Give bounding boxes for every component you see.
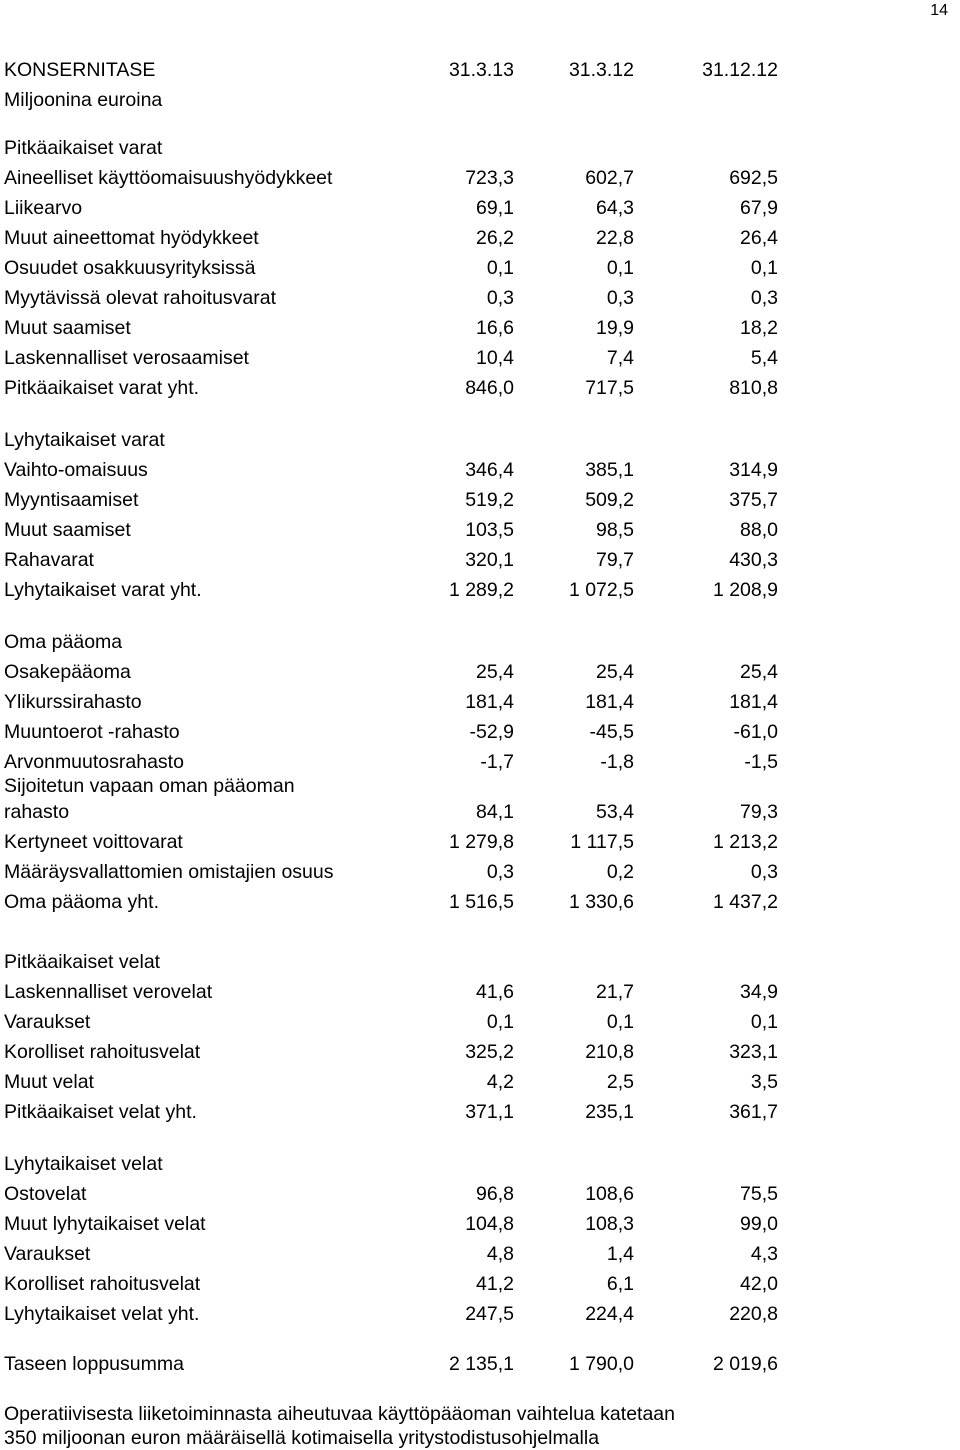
row-label: Osuudet osakkuusyrityksissä xyxy=(4,257,256,279)
row-label: Muut lyhytaikaiset velat xyxy=(4,1213,206,1235)
footnote-line-2: 350 miljoonan euron määräisellä kotimaisella yritystodistusohjelmalla xyxy=(4,1427,600,1449)
row-value-col-2: 0,1 xyxy=(606,257,634,279)
row-value-col-2: 224,4 xyxy=(585,1303,634,1325)
row-label: Osakepääoma xyxy=(4,661,131,683)
row-value-col-1: 519,2 xyxy=(465,489,514,511)
row-value-col-3: 4,3 xyxy=(750,1243,778,1265)
row-value-col-2: 0,1 xyxy=(606,1011,634,1033)
table-row xyxy=(4,286,784,310)
row-value-col-1: 4,8 xyxy=(486,1243,514,1265)
row-label: Pitkäaikaiset varat xyxy=(4,137,163,159)
row-value-col-1: 26,2 xyxy=(476,227,514,249)
row-value-col-3: 810,8 xyxy=(729,377,778,399)
table-row xyxy=(4,1100,784,1124)
table-row xyxy=(4,1070,784,1094)
row-value-col-2: 181,4 xyxy=(585,691,634,713)
row-label: Arvonmuutosrahasto xyxy=(4,751,184,773)
row-value-col-3: 25,4 xyxy=(740,661,778,683)
row-value-col-2: 385,1 xyxy=(585,459,634,481)
row-label: Pitkäaikaiset velat xyxy=(4,951,161,973)
row-value-col-3: 2 019,6 xyxy=(712,1353,778,1375)
row-value-col-1: 181,4 xyxy=(465,691,514,713)
row-value-col-2: 717,5 xyxy=(585,377,634,399)
row-label: Korolliset rahoitusvelat xyxy=(4,1041,201,1063)
row-label: Taseen loppusumma xyxy=(4,1353,184,1375)
footnote-line-1: Operatiivisesta liiketoiminnasta aiheutuvaa käyttöpääoman vaihtelua katetaan xyxy=(4,1403,675,1425)
table-row xyxy=(4,1352,784,1376)
row-value-col-1: 0,3 xyxy=(486,287,514,309)
row-value-col-3: 0,3 xyxy=(750,861,778,883)
row-value-col-1: 325,2 xyxy=(465,1041,514,1063)
row-value-col-3: 0,3 xyxy=(750,287,778,309)
row-label: Korolliset rahoitusvelat xyxy=(4,1273,201,1295)
row-value-col-1: 16,6 xyxy=(476,317,514,339)
row-value-col-2: 2,5 xyxy=(606,1071,634,1093)
row-value-col-3: 3,5 xyxy=(750,1071,778,1093)
row-label: Rahavarat xyxy=(4,549,94,571)
row-value-col-1: 96,8 xyxy=(476,1183,514,1205)
table-row xyxy=(4,630,784,654)
footnote xyxy=(4,1402,675,1450)
row-value-col-3: 314,9 xyxy=(729,459,778,481)
row-value-col-2: 509,2 xyxy=(585,489,634,511)
row-value-col-1: -52,9 xyxy=(469,721,514,743)
row-value-col-3: 26,4 xyxy=(740,227,778,249)
row-value-col-1: 723,3 xyxy=(465,167,514,189)
row-value-col-1: 104,8 xyxy=(465,1213,514,1235)
row-label: Lyhytaikaiset varat yht. xyxy=(4,579,202,601)
row-value-col-2: -45,5 xyxy=(589,721,634,743)
row-value-col-1: 103,5 xyxy=(465,519,514,541)
table-row xyxy=(4,720,784,744)
row-label: Laskennalliset verovelat xyxy=(4,981,213,1003)
row-label: Ylikurssirahasto xyxy=(4,691,142,713)
row-value-col-3: 1 437,2 xyxy=(712,891,778,913)
row-label: Muut aineettomat hyödykkeet xyxy=(4,227,259,249)
table-row xyxy=(4,196,784,220)
row-label: Muuntoerot -rahasto xyxy=(4,721,180,743)
row-value-col-3: 1 213,2 xyxy=(712,831,778,853)
table-row xyxy=(4,860,784,884)
row-value-col-2: 108,6 xyxy=(585,1183,634,1205)
row-value-col-1: 320,1 xyxy=(465,549,514,571)
row-value-col-1: 41,2 xyxy=(476,1273,514,1295)
table-row xyxy=(4,376,784,400)
row-value-col-2: 53,4 xyxy=(596,801,634,823)
page-number: 14 xyxy=(930,2,948,19)
row-value-col-1: 1 289,2 xyxy=(448,579,514,601)
row-value-col-2: 79,7 xyxy=(596,549,634,571)
table-row xyxy=(4,488,784,512)
table-row xyxy=(4,690,784,714)
row-value-col-2: 235,1 xyxy=(585,1101,634,1123)
table-row xyxy=(4,1182,784,1206)
row-value-col-1: 10,4 xyxy=(476,347,514,369)
row-value-col-1: 371,1 xyxy=(465,1101,514,1123)
table-row xyxy=(4,1152,784,1176)
row-value-col-3: 67,9 xyxy=(740,197,778,219)
table-row xyxy=(4,774,784,798)
row-label: Oma pääoma xyxy=(4,631,123,653)
table-row xyxy=(4,750,784,774)
table-row xyxy=(4,548,784,572)
row-value-col-3: -61,0 xyxy=(733,721,778,743)
table-row xyxy=(4,428,784,452)
table-row xyxy=(4,1010,784,1034)
row-value-col-2: 1 117,5 xyxy=(570,831,634,853)
row-label: Ostovelat xyxy=(4,1183,87,1205)
row-label: Laskennalliset verosaamiset xyxy=(4,347,249,369)
row-value-col-1: 41,6 xyxy=(476,981,514,1003)
row-value-col-3: 220,8 xyxy=(729,1303,778,1325)
row-value-col-3: 692,5 xyxy=(729,167,778,189)
row-value-col-2: 210,8 xyxy=(585,1041,634,1063)
table-row xyxy=(4,226,784,250)
row-value-col-2: 7,4 xyxy=(606,347,634,369)
table-row xyxy=(4,660,784,684)
row-value-col-1: 846,0 xyxy=(465,377,514,399)
table-row xyxy=(4,166,784,190)
row-value-col-3: 1 208,9 xyxy=(712,579,778,601)
row-value-col-1: 0,3 xyxy=(486,861,514,883)
row-label: Määräysvallattomien omistajien osuus xyxy=(4,861,334,883)
table-row xyxy=(4,578,784,602)
row-value-col-1: 1 279,8 xyxy=(448,831,514,853)
row-label: Lyhytaikaiset velat xyxy=(4,1153,163,1175)
table-row xyxy=(4,980,784,1004)
row-label: rahasto xyxy=(4,801,70,823)
row-value-col-2: 1,4 xyxy=(606,1243,634,1265)
row-value-col-2: 22,8 xyxy=(596,227,634,249)
row-label: Lyhytaikaiset varat xyxy=(4,429,165,451)
table-row xyxy=(4,458,784,482)
column-header-3: 31.12.12 xyxy=(702,59,778,81)
row-value-col-3: 18,2 xyxy=(740,317,778,339)
row-label: Pitkäaikaiset varat yht. xyxy=(4,377,200,399)
row-value-col-2: 1 072,5 xyxy=(568,579,634,601)
row-value-col-2: 1 330,6 xyxy=(568,891,634,913)
row-value-col-1: 2 135,1 xyxy=(448,1353,514,1375)
row-label: Muut saamiset xyxy=(4,519,131,541)
row-value-col-2: -1,8 xyxy=(600,751,634,773)
row-label: Pitkäaikaiset velat yht. xyxy=(4,1101,197,1123)
table-row xyxy=(4,890,784,914)
row-value-col-1: 1 516,5 xyxy=(448,891,514,913)
row-value-col-3: -1,5 xyxy=(744,751,778,773)
row-label: Sijoitetun vapaan oman pääoman xyxy=(4,775,295,797)
row-value-col-1: 346,4 xyxy=(465,459,514,481)
row-label: Kertyneet voittovarat xyxy=(4,831,183,853)
table-row xyxy=(4,136,784,160)
row-value-col-3: 181,4 xyxy=(729,691,778,713)
row-value-col-1: 84,1 xyxy=(476,801,514,823)
table-row xyxy=(4,1272,784,1296)
table-subtitle: Miljoonina euroina xyxy=(4,89,163,111)
row-value-col-2: 602,7 xyxy=(585,167,634,189)
row-value-col-2: 0,2 xyxy=(606,861,634,883)
row-value-col-3: 0,1 xyxy=(750,1011,778,1033)
row-value-col-2: 98,5 xyxy=(596,519,634,541)
row-value-col-3: 42,0 xyxy=(740,1273,778,1295)
row-value-col-1: 4,2 xyxy=(486,1071,514,1093)
row-value-col-1: 247,5 xyxy=(465,1303,514,1325)
table-row xyxy=(4,256,784,280)
table-row xyxy=(4,1040,784,1064)
row-label: Liikearvo xyxy=(4,197,83,219)
row-value-col-3: 361,7 xyxy=(729,1101,778,1123)
row-value-col-3: 88,0 xyxy=(740,519,778,541)
table-row xyxy=(4,1242,784,1266)
row-value-col-2: 0,3 xyxy=(606,287,634,309)
table-row xyxy=(4,1302,784,1326)
row-value-col-1: -1,7 xyxy=(480,751,514,773)
row-label: Oma pääoma yht. xyxy=(4,891,159,913)
table-row xyxy=(4,950,784,974)
row-value-col-3: 79,3 xyxy=(740,801,778,823)
row-value-col-3: 99,0 xyxy=(740,1213,778,1235)
row-label: Varaukset xyxy=(4,1243,91,1265)
table-row xyxy=(4,1212,784,1236)
row-value-col-2: 6,1 xyxy=(606,1273,634,1295)
column-header-1: 31.3.13 xyxy=(448,59,514,81)
table-row xyxy=(4,830,784,854)
row-value-col-3: 75,5 xyxy=(740,1183,778,1205)
row-value-col-1: 25,4 xyxy=(476,661,514,683)
table-row xyxy=(4,346,784,370)
row-value-col-1: 0,1 xyxy=(486,1011,514,1033)
row-value-col-2: 21,7 xyxy=(596,981,634,1003)
row-value-col-1: 0,1 xyxy=(486,257,514,279)
table-row xyxy=(4,800,784,824)
table-title: KONSERNITASE xyxy=(4,59,156,81)
row-value-col-2: 108,3 xyxy=(585,1213,634,1235)
row-label: Myyntisaamiset xyxy=(4,489,139,511)
row-label: Varaukset xyxy=(4,1011,91,1033)
row-label: Vaihto-omaisuus xyxy=(4,459,148,481)
table-row xyxy=(4,518,784,542)
row-value-col-3: 375,7 xyxy=(729,489,778,511)
row-value-col-3: 430,3 xyxy=(729,549,778,571)
row-value-col-2: 19,9 xyxy=(596,317,634,339)
row-value-col-3: 5,4 xyxy=(750,347,778,369)
row-label: Myytävissä olevat rahoitusvarat xyxy=(4,287,277,309)
column-header-2: 31.3.12 xyxy=(568,59,634,81)
row-value-col-2: 25,4 xyxy=(596,661,634,683)
subtitle-row xyxy=(4,88,784,112)
row-value-col-1: 69,1 xyxy=(476,197,514,219)
header-row xyxy=(4,58,784,82)
row-value-col-2: 64,3 xyxy=(596,197,634,219)
row-label: Aineelliset käyttöomaisuushyödykkeet xyxy=(4,167,333,189)
row-value-col-3: 323,1 xyxy=(729,1041,778,1063)
table-row xyxy=(4,316,784,340)
row-label: Lyhytaikaiset velat yht. xyxy=(4,1303,200,1325)
row-value-col-3: 34,9 xyxy=(740,981,778,1003)
row-value-col-2: 1 790,0 xyxy=(568,1353,634,1375)
row-value-col-3: 0,1 xyxy=(750,257,778,279)
row-label: Muut velat xyxy=(4,1071,94,1093)
row-label: Muut saamiset xyxy=(4,317,131,339)
